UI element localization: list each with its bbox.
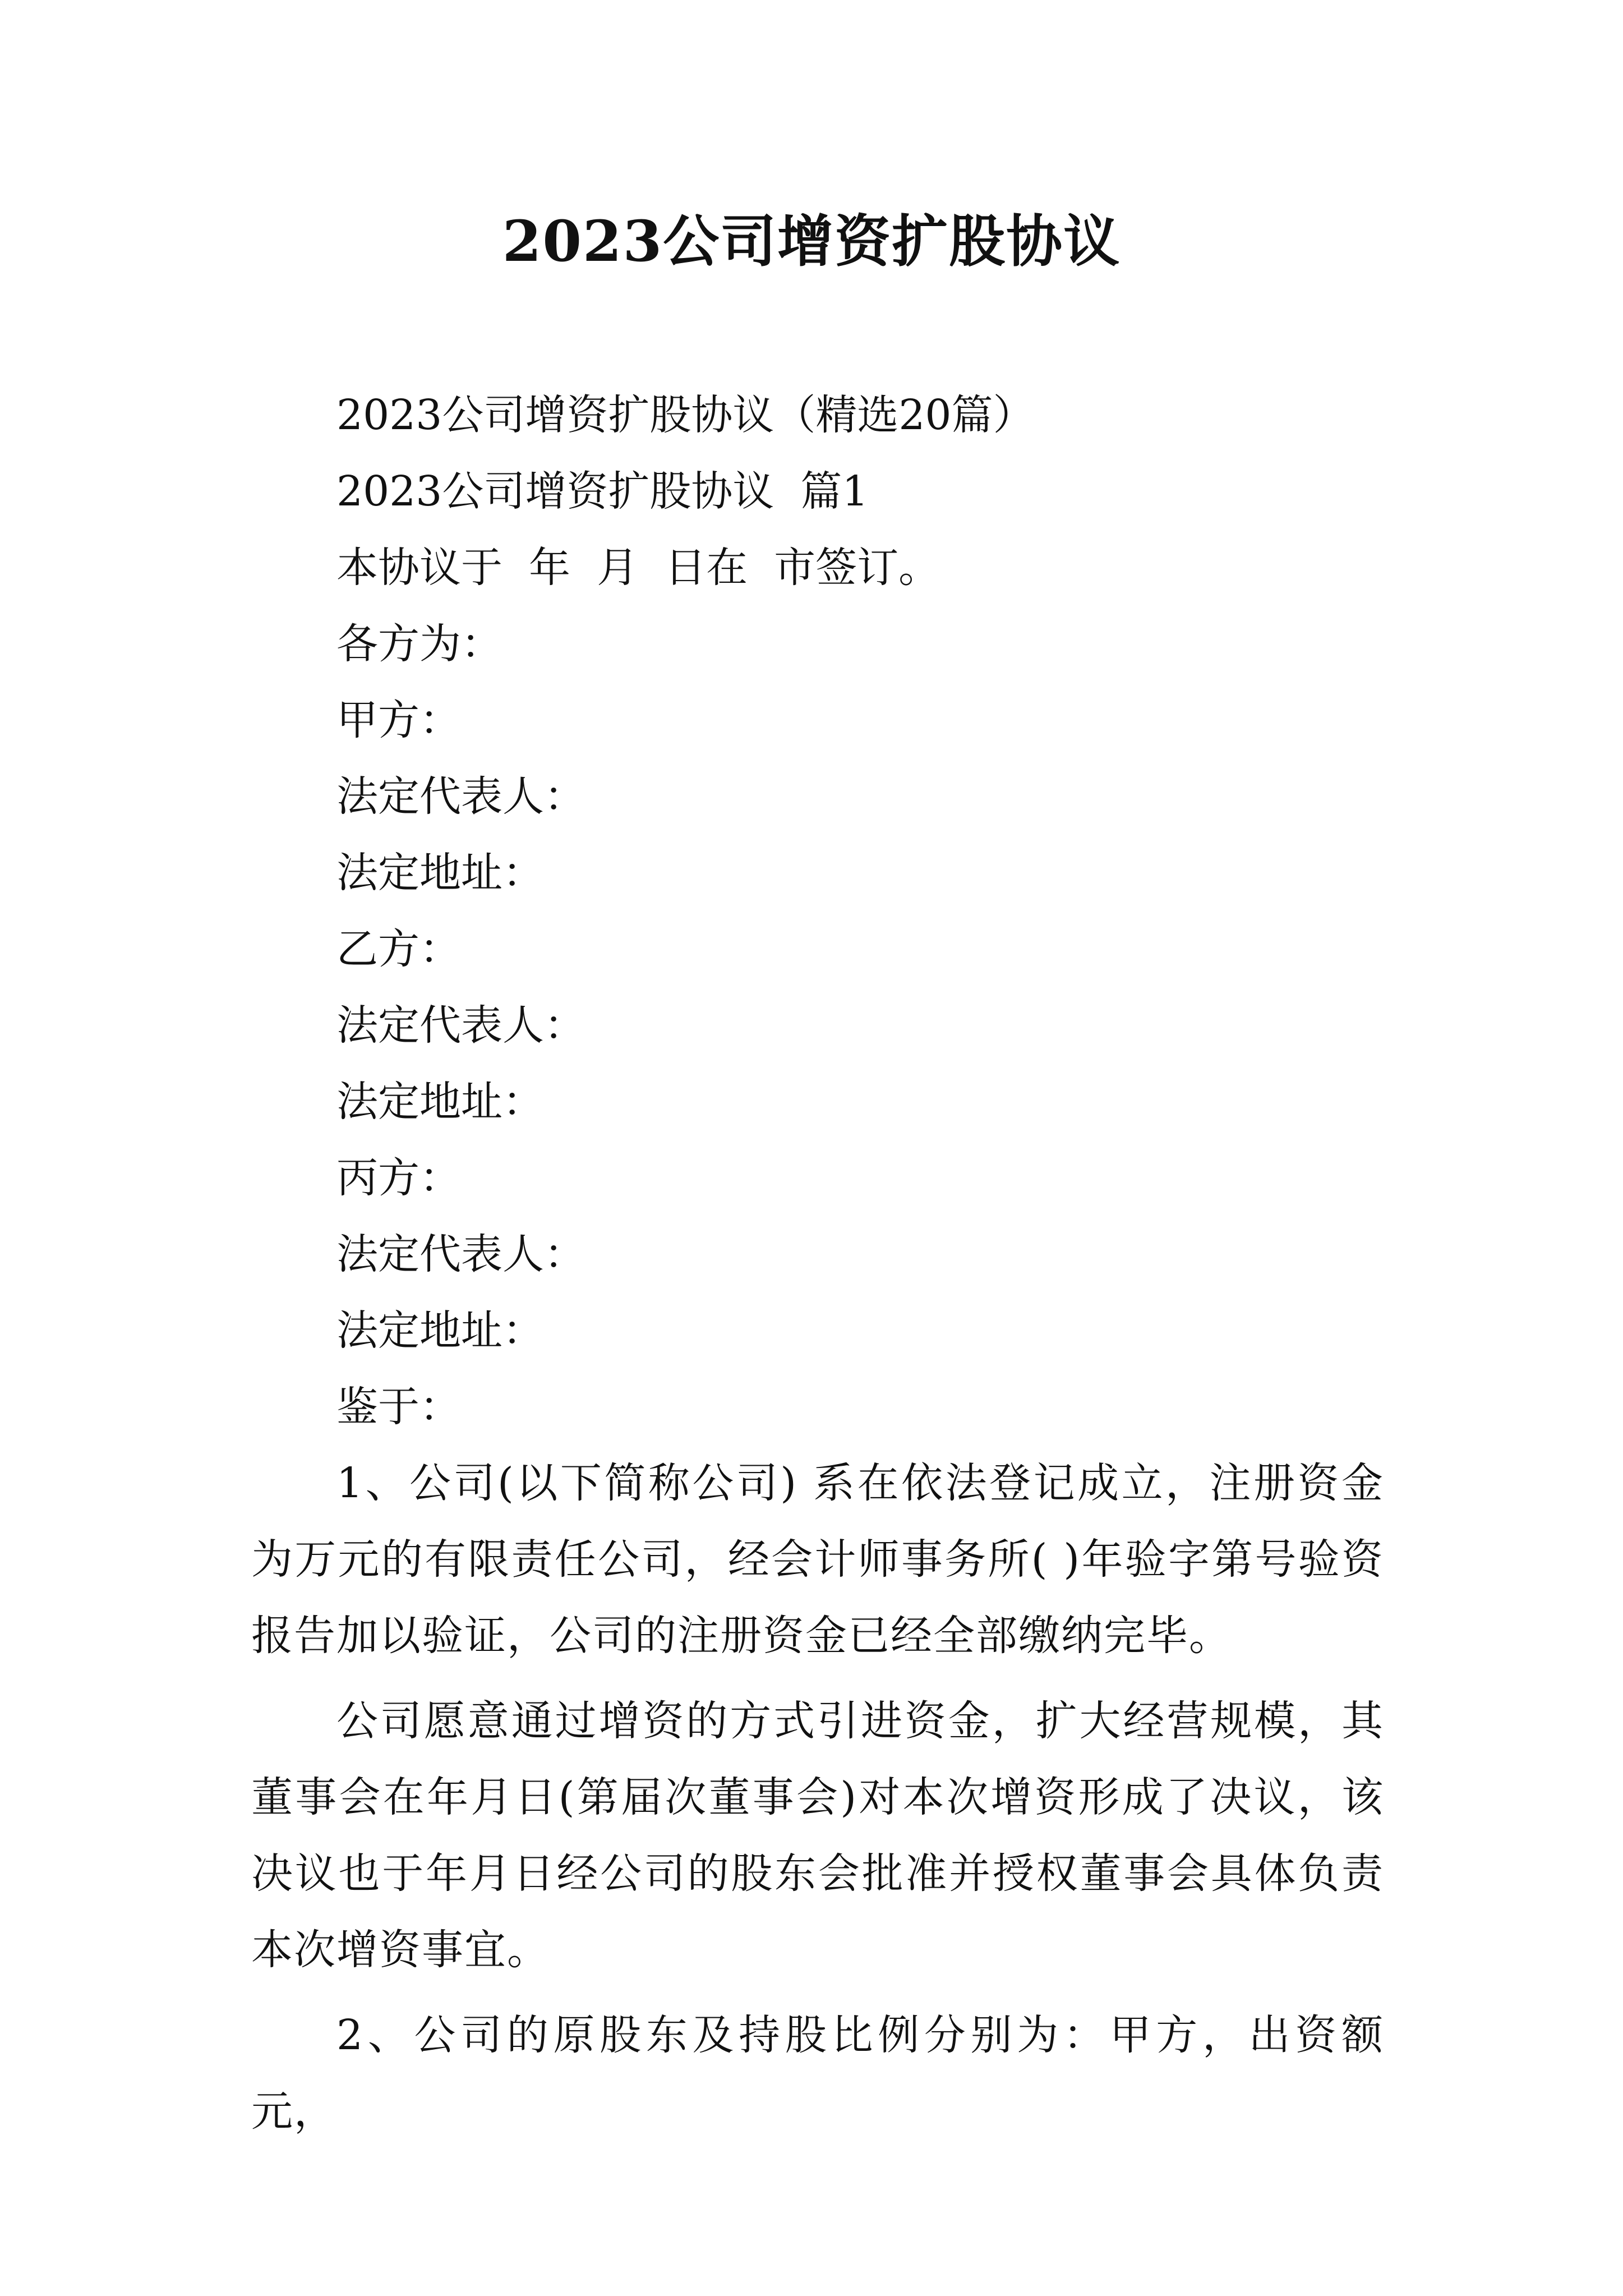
- clause-1-paragraph: 1、公司(以下简称公司) 系在依法登记成立，注册资金为万元的有限责任公司，经会计师事务所( )年验字第号验资报告加以验证，公司的注册资金已经全部缴纳完毕。: [251, 1459, 1384, 1660]
- party-b-representative: 法定代表人：: [336, 1001, 585, 1050]
- section-heading: 2023公司增资扩股协议 篇1: [336, 467, 869, 516]
- party-c-address: 法定地址：: [336, 1306, 544, 1355]
- signing-line: 本协议于 年 月 日在 市签订。: [336, 544, 940, 592]
- party-b-label: 乙方：: [336, 925, 461, 973]
- clause-2-paragraph: 2、公司的原股东及持股比例分别为：甲方，出资额元，: [251, 2011, 1384, 2136]
- party-a-representative: 法定代表人：: [336, 772, 585, 821]
- party-b-address: 法定地址：: [336, 1078, 544, 1126]
- party-c-label: 丙方：: [336, 1154, 461, 1202]
- parties-label: 各方为：: [336, 620, 502, 668]
- document-title: 2023公司增资扩股协议: [502, 208, 1121, 274]
- capital-increase-paragraph: 公司愿意通过增资的方式引进资金，扩大经营规模，其董事会在年月日(第届次董事会)对本次增资形成了决议，该决议也于年月日经公司的股东会批准并授权董事会具体负责本次增资事宜。: [251, 1697, 1384, 1974]
- party-c-representative: 法定代表人：: [336, 1230, 585, 1278]
- party-a-address: 法定地址：: [336, 849, 544, 897]
- party-a-label: 甲方：: [336, 696, 461, 744]
- subtitle-line: 2023公司增资扩股协议（精选20篇）: [336, 391, 1035, 439]
- whereas-label: 鉴于：: [336, 1383, 461, 1431]
